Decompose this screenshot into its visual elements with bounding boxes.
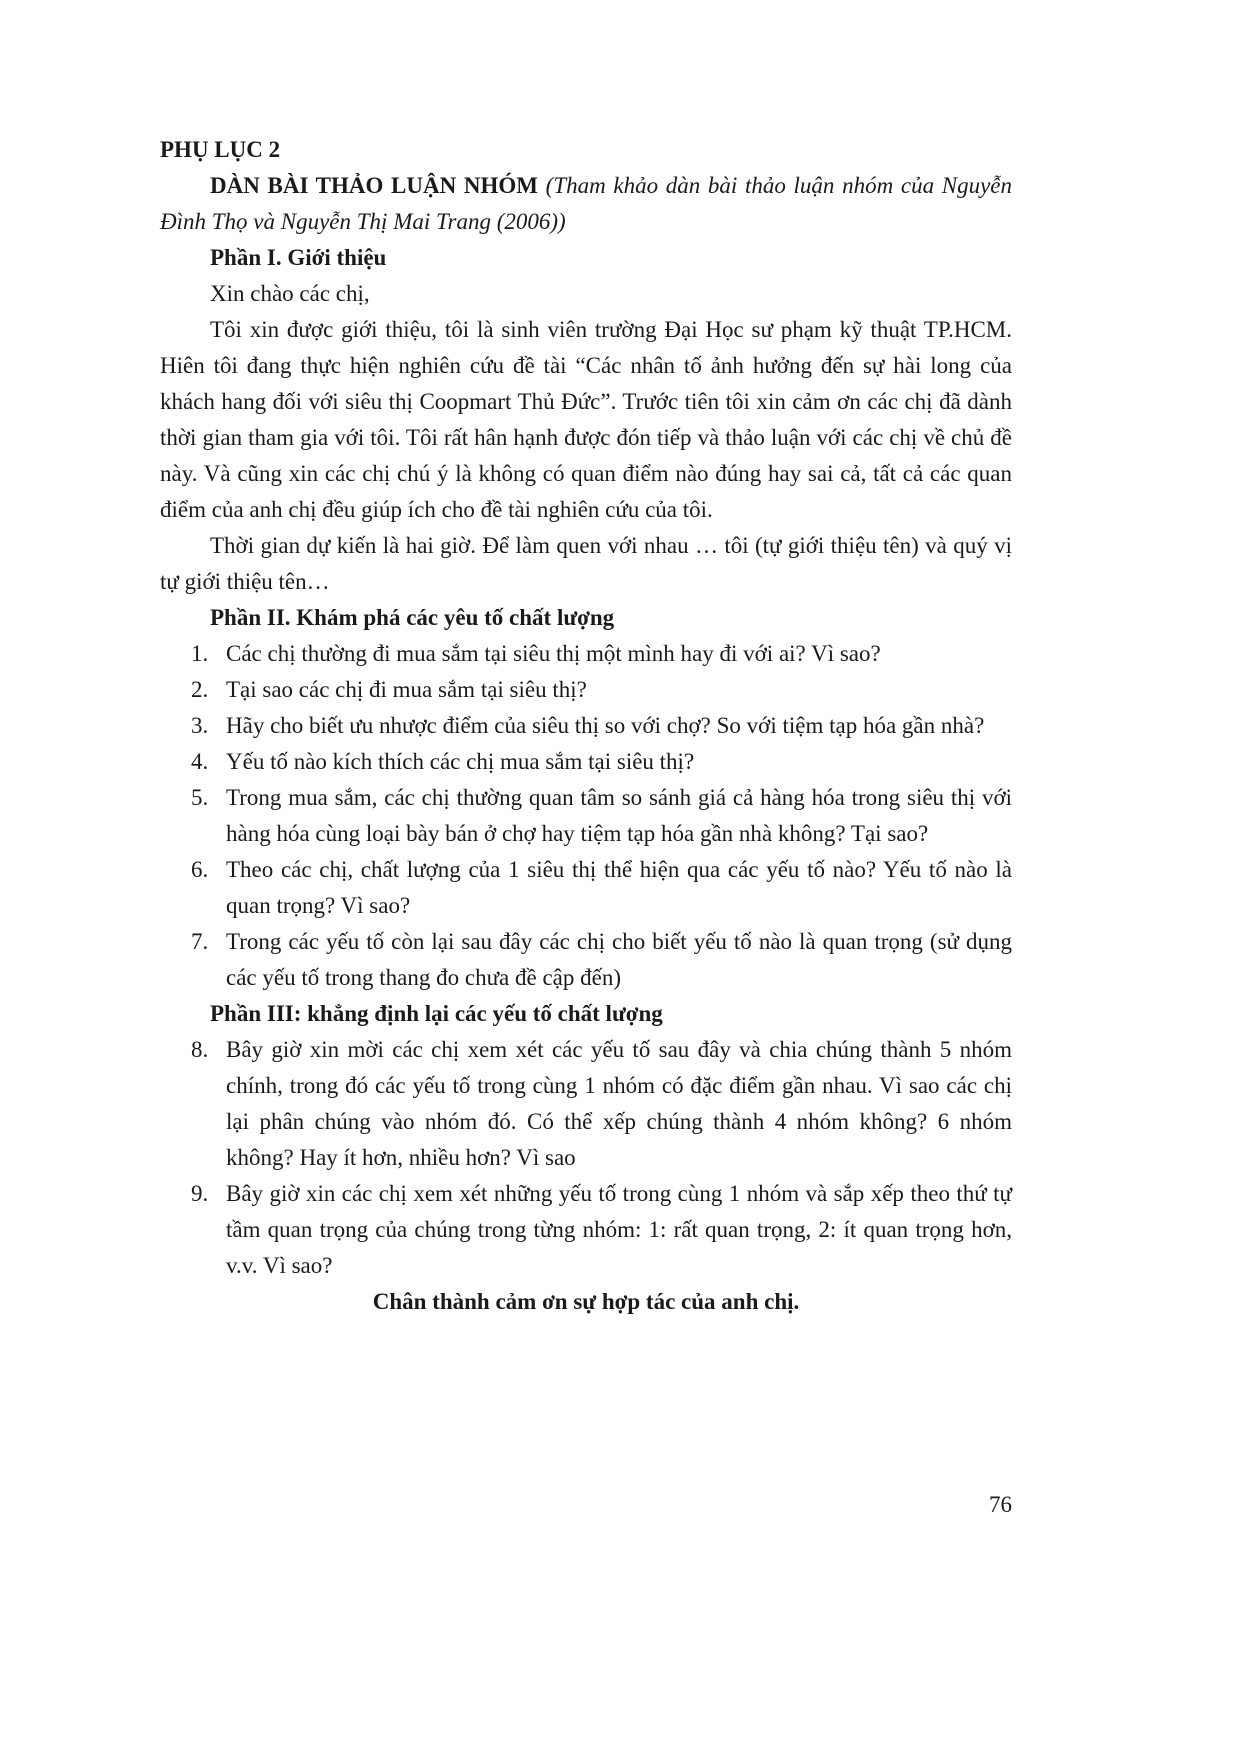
list-item xyxy=(160,924,1012,996)
section-title-part1: Phần I. Giới thiệu xyxy=(210,245,387,270)
closing-thanks-line: Chân thành cảm ơn sự hợp tác của anh chị. xyxy=(372,1289,800,1314)
list-item-number: 5. xyxy=(191,785,209,810)
list-item xyxy=(160,744,1012,780)
list-item-text: Hãy cho biết ưu nhược điểm của siêu thị so với chợ? So với tiệm tạp hóa gần nhà? xyxy=(226,713,985,738)
appendix-title: PHỤ LỤC 2 xyxy=(160,137,281,162)
list-item-number: 8. xyxy=(191,1037,209,1062)
list-item-number: 9. xyxy=(191,1181,209,1206)
list-item xyxy=(160,852,1012,924)
list-item-text: Các chị thường đi mua sắm tại siêu thị một mình hay đi với ai? Vì sao? xyxy=(226,641,881,666)
list-item-text: Bây giờ xin mời các chị xem xét các yếu tố sau đây và chia chúng thành 5 nhóm chính, trong đó các yếu tố trong cùng 1 nhóm có đặc điểm gần nhau. Vì sao các chị lại phân chúng vào nhóm đó. Có thể xếp chúng thành 4 nhóm không? 6 nhóm không? Hay ít hơn, nhiều hơn? Vì sao xyxy=(226,1037,1012,1170)
paragraph-duration: Thời gian dự kiến là hai giờ. Để làm quen với nhau … tôi (tự giới thiệu tên) và quý vị tự giới thiệu tên… xyxy=(160,533,1012,594)
list-item xyxy=(160,1032,1012,1176)
page-number: 76 xyxy=(989,1492,1012,1517)
list-item-number: 2. xyxy=(191,677,209,702)
list-item-number: 7. xyxy=(191,929,209,954)
heading-reference-note: (Tham khảo dàn bài thảo luận nhóm của Nguyễn Đình Thọ và Nguyễn Thị Mai Trang (2006)) xyxy=(160,173,1012,234)
paragraph-introduction: Tôi xin được giới thiệu, tôi là sinh viên trường Đại Học sư phạm kỹ thuật TP.HCM. Hiên tôi đang thực hiện nghiên cứu đề tài “Các nhân tố ảnh hưởng đến sự hài long của khách hang đối với siêu thị Coopmart Thủ Đức”. Trước tiên tôi xin cảm ơn các chị đã dành thời gian tham gia với tôi. Tôi rất hân hạnh được đón tiếp và thảo luận với các chị về chủ đề này. Và cũng xin các chị chú ý là không có quan điểm nào đúng hay sai cả, tất cả các quan điểm của anh chị đều giúp ích cho đề tài nghiên cứu của tôi. xyxy=(160,317,1012,522)
list-item xyxy=(160,636,1012,672)
list-item-number: 3. xyxy=(191,713,209,738)
list-item-text: Bây giờ xin các chị xem xét những yếu tố trong cùng 1 nhóm và sắp xếp theo thứ tự tầm quan trọng của chúng trong từng nhóm: 1: rất quan trọng, 2: ít quan trọng hơn, v.v. Vì sao? xyxy=(226,1181,1012,1278)
section-title-part3: Phần III: khẳng định lại các yếu tố chất lượng xyxy=(210,1001,663,1026)
list-item xyxy=(160,672,1012,708)
list-item-number: 1. xyxy=(191,641,209,666)
list-item xyxy=(160,780,1012,852)
heading-bold-text: DÀN BÀI THẢO LUẬN NHÓM xyxy=(210,173,538,198)
list-item xyxy=(160,708,1012,744)
list-item xyxy=(160,1176,1012,1284)
list-item-text: Trong mua sắm, các chị thường quan tâm so sánh giá cả hàng hóa trong siêu thị với hàng hóa cùng loại bày bán ở chợ hay tiệm tạp hóa gần nhà không? Tại sao? xyxy=(226,785,1012,846)
section-title-part2: Phần II. Khám phá các yêu tố chất lượng xyxy=(210,605,615,630)
list-item-text: Theo các chị, chất lượng của 1 siêu thị thể hiện qua các yếu tố nào? Yếu tố nào là quan trọng? Vì sao? xyxy=(226,857,1012,918)
document-content xyxy=(160,132,1012,1320)
list-item-text: Trong các yếu tố còn lại sau đây các chị cho biết yếu tố nào là quan trọng (sử dụng các yếu tố trong thang đo chưa đề cập đến) xyxy=(226,929,1012,990)
document-heading xyxy=(160,168,1012,240)
list-item-text: Tại sao các chị đi mua sắm tại siêu thị? xyxy=(226,677,587,702)
list-item-text: Yếu tố nào kích thích các chị mua sắm tại siêu thị? xyxy=(226,749,695,774)
paragraph-greeting: Xin chào các chị, xyxy=(210,281,370,306)
list-item-number: 4. xyxy=(191,749,209,774)
list-item-number: 6. xyxy=(191,857,209,882)
